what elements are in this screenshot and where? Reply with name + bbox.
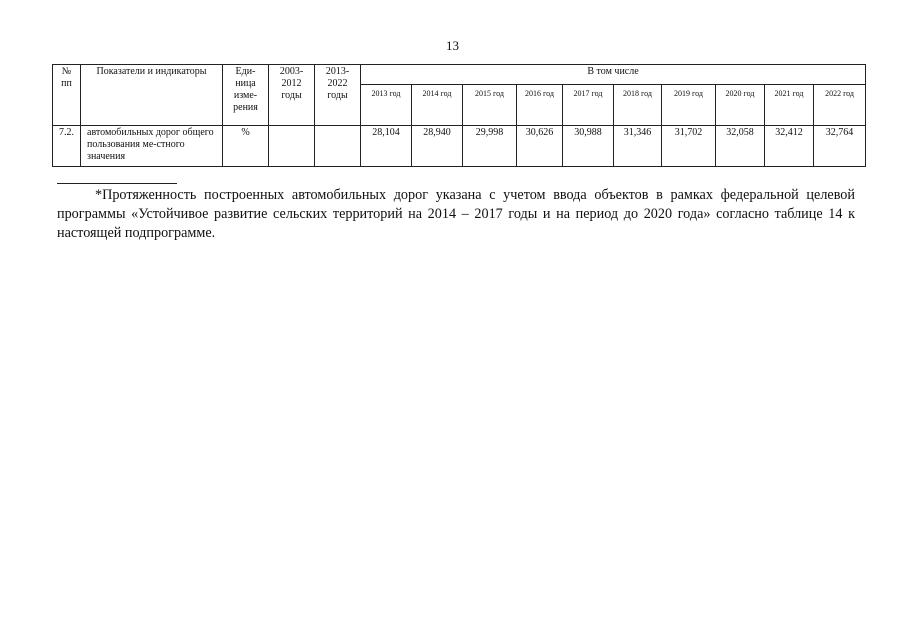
header-num: № пп — [53, 65, 81, 126]
header-year: 2017 год — [563, 85, 614, 126]
footnote-divider — [57, 183, 177, 184]
row-value: 32,764 — [814, 126, 866, 167]
header-unit: Еди- ница изме- рения — [223, 65, 269, 126]
row-value: 28,940 — [412, 126, 463, 167]
row-value: 31,346 — [614, 126, 662, 167]
row-value: 30,626 — [517, 126, 563, 167]
header-indicator: Показатели и индикаторы — [81, 65, 223, 126]
row-indicator: автомобильных дорог общего пользования ме-стного значения — [81, 126, 223, 167]
header-year: 2022 год — [814, 85, 866, 126]
row-value: 29,998 — [463, 126, 517, 167]
header-year: 2015 год — [463, 85, 517, 126]
row-num: 7.2. — [53, 126, 81, 167]
header-year: 2019 год — [662, 85, 716, 126]
row-value: 28,104 — [361, 126, 412, 167]
row-period-2003-2012 — [269, 126, 315, 167]
row-value: 30,988 — [563, 126, 614, 167]
footnote-text: *Протяженность построенных автомобильных дорог указана с учетом ввода объектов в рамках федеральной целевой программы «Устойчивое развитие сельских территорий на 2014 – 2017 годы и на период до 2020 года» согласно таблице 14 к настоящей подпрограмме. — [57, 187, 855, 241]
row-period-2013-2022 — [315, 126, 361, 167]
header-year: 2018 год — [614, 85, 662, 126]
header-year: 2013 год — [361, 85, 412, 126]
row-value: 32,058 — [716, 126, 765, 167]
header-year: 2014 год — [412, 85, 463, 126]
header-period-2013-2022: 2013- 2022 годы — [315, 65, 361, 126]
table-row — [53, 126, 866, 167]
page-number: 13 — [446, 38, 459, 53]
header-year: 2016 год — [517, 85, 563, 126]
header-period-2003-2012: 2003- 2012 годы — [269, 65, 315, 126]
header-year: 2021 год — [765, 85, 814, 126]
row-value: 31,702 — [662, 126, 716, 167]
header-year: 2020 год — [716, 85, 765, 126]
row-unit: % — [223, 126, 269, 167]
header-including: В том числе — [361, 65, 866, 85]
row-value: 32,412 — [765, 126, 814, 167]
header-row-1 — [53, 65, 866, 85]
indicators-table — [52, 64, 866, 167]
